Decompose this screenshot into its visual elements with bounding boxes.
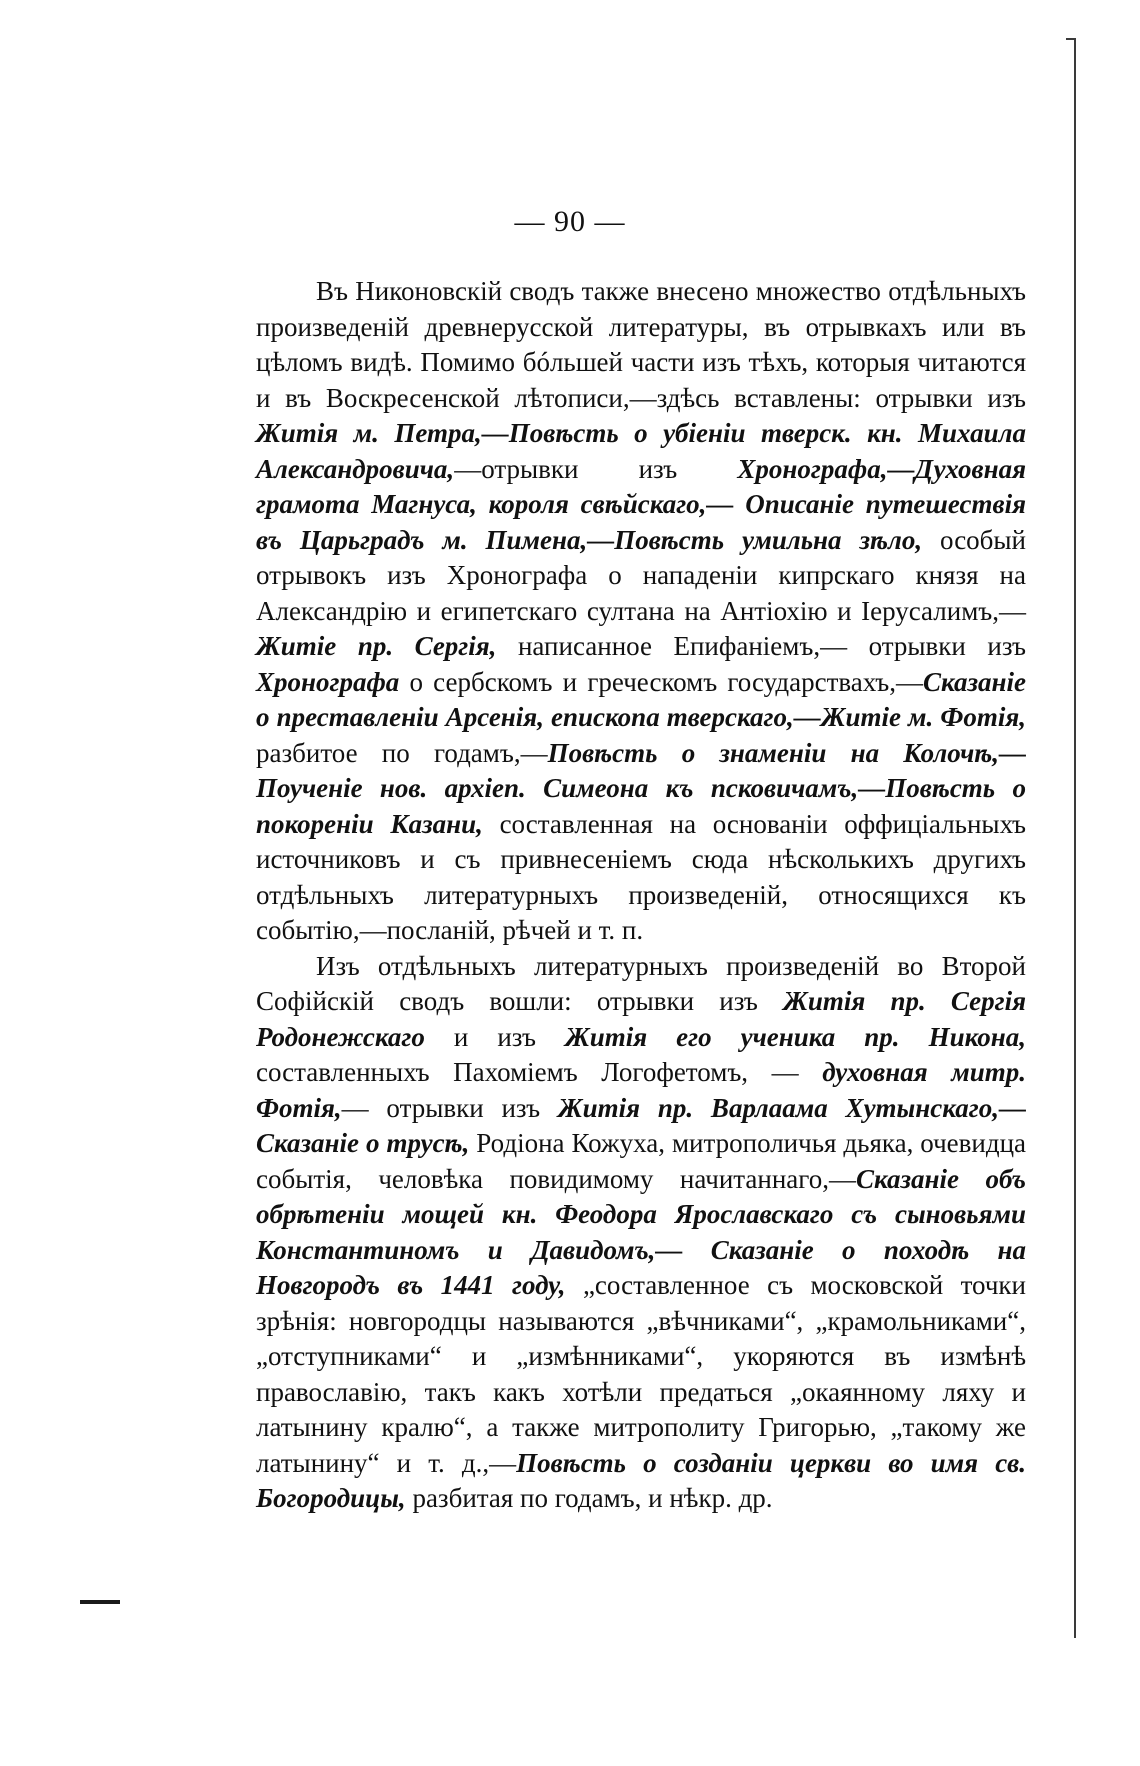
page-edge-tick: [1066, 38, 1076, 40]
italic-title: Житія пр. Варлаама Хутынскаго,—Сказаніе о трусѣ,: [256, 1092, 1026, 1158]
italic-title: Повѣсть о знаменіи на Колочѣ,—Поученіе нов. архіеп. Симеона къ псковичамъ,—Повѣсть о покореніи Казани,: [256, 737, 1026, 839]
italic-title: Житія м. Петра,—Повѣсть о убіеніи тверск. кн. Михаила Александровича,: [256, 418, 1026, 484]
text-segment: составленныхъ Пахоміемъ Логофетомъ, —: [256, 1057, 823, 1087]
paragraph: [256, 949, 1026, 1517]
text-segment: составленная на основаніи оффиціальныхъ источниковъ и съ привнесеніемъ сюда нѣсколькихъ другихъ отдѣльныхъ литературныхъ произведеній, относящихся къ событію,—посланій, рѣчей и т. п.: [256, 808, 1027, 945]
text-segment: Изъ отдѣльныхъ литературныхъ произведеній во Второй Софійскій сводъ вошли: отрывки изъ: [256, 950, 1026, 1016]
text-segment: — отрывки изъ: [341, 1092, 558, 1123]
page-edge-line: [1074, 38, 1076, 1638]
text-segment: Въ Никоновскій сводъ также внесено множество отдѣльныхъ произведеній древнерусской литературы, въ отрывкахъ или въ цѣломъ видѣ. Помимо бóльшей части изъ тѣхъ, которыя читаются и въ Воскресенской лѣтописи,—здѣсь вставлены: отрывки изъ: [256, 276, 1026, 413]
italic-title: духовная митр. Фотія,: [256, 1057, 1026, 1123]
text-segment: разбитое по годамъ,—: [256, 737, 548, 768]
page-number: — 90 —: [514, 205, 626, 238]
text-segment: —отрывки изъ: [454, 453, 738, 484]
italic-title: Житія его ученика пр. Никона,: [564, 1021, 1026, 1052]
italic-title: Повѣсть о созданіи церкви во имя св. Богородицы,: [256, 1447, 1026, 1513]
italic-title: Хронографа: [256, 666, 400, 697]
text-segment: Родіона Кожуха, митрополичья дьяка, очевидца событія, человѣка повидимому начитаннаго,—: [256, 1128, 1027, 1194]
body-text: [256, 274, 1026, 1517]
text-segment: о сербскомъ и греческомъ государствахъ,—: [399, 666, 923, 697]
text-segment: особый отрывокъ изъ Хронографа о нападеніи кипрскаго князя на Александрію и египетскаго султана на Антіохію и Іерусалимъ,—: [256, 524, 1027, 626]
text-segment: „составленное съ московской точки зрѣнія: новгородцы называются „вѣчниками“, „крамольниками“, „отступниками“ и „измѣнниками“, укоряются въ измѣнѣ православію, такъ какъ хотѣли предаться „окаянному ляху и латынину кралю“, а также митрополиту Григорью, „такому же латынину“ и т. д.,—: [256, 1270, 1026, 1478]
text-segment: написанное Епифаніемъ,— отрывки изъ: [496, 631, 1027, 661]
paragraph: [256, 274, 1026, 949]
text-segment: и изъ: [424, 1021, 565, 1052]
italic-title: Хронографа,—Духовная грамота Магнуса, короля свѣйскаго,— Описаніе путешествія въ Царьградъ м. Пимена,—Повѣсть умильна зѣло,: [256, 453, 1026, 555]
italic-title: Сказаніе объ обрѣтеніи мощей кн. Феодора Ярославскаго съ сыновьями Константиномъ и Давидомъ,— Сказаніе о походѣ на Новгородъ въ 1441 году,: [256, 1163, 1026, 1300]
italic-title: Сказаніе о преставленіи Арсенія, епископа тверскаго,—Житіе м. Фотія,: [256, 666, 1026, 732]
italic-title: Житія пр. Сергія Родонежскаго: [256, 986, 1026, 1052]
margin-mark: [80, 1600, 120, 1604]
text-segment: разбитая по годамъ, и нѣкр. др.: [405, 1483, 773, 1513]
italic-title: Житіе пр. Сергія,: [256, 631, 497, 661]
